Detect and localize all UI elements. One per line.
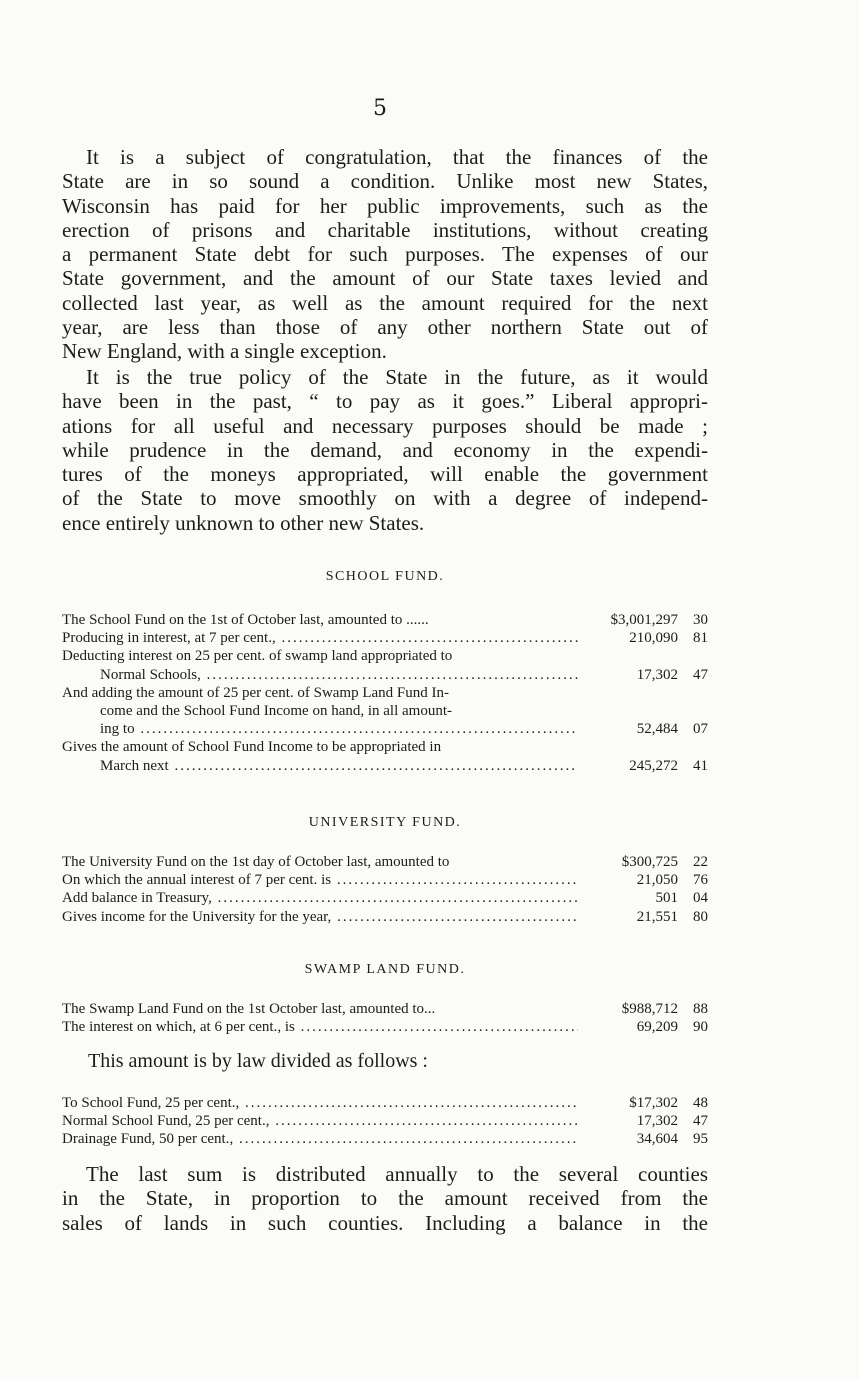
fund-row-cents: 47 [693, 1113, 708, 1130]
fund-row [62, 647, 708, 683]
fund-row-amount: $988,712 [621, 1001, 678, 1017]
fund-row-cents: 90 [693, 1019, 708, 1036]
fund-row-amount: 34,604 [636, 1131, 678, 1148]
fund-row-cents: 48 [693, 1095, 708, 1111]
fund-row-amount: 17,302 [636, 666, 678, 683]
fund-row [62, 1000, 708, 1018]
text-line: sales of lands in such counties. Including a balance in the [62, 1210, 708, 1235]
fund-row-label [62, 1094, 578, 1112]
fund-row-cents: 30 [693, 612, 708, 628]
text-line: of the State to move smoothly on with a degree of independ- [62, 486, 708, 511]
fund-row-text: The interest on which, at 6 per cent., is ..... [62, 1018, 578, 1036]
text-line: while prudence in the demand, and economy in the expendi- [62, 437, 708, 462]
fund-row [62, 629, 708, 647]
swamp-land-fund-table [62, 1000, 708, 1036]
fund-row-label [62, 1112, 578, 1130]
fund-row [62, 1094, 708, 1112]
fund-row-amount: $3,001,297 [610, 612, 678, 628]
text-line: collected last year, as well as the amount required for the next [62, 290, 708, 315]
university-fund-heading: UNIVERSITY FUND. [308, 815, 462, 830]
text-line: It is a subject of congratulation, that the finances of the [86, 145, 708, 169]
fund-row-amount: 210,090 [629, 630, 678, 647]
text-line: It is the true policy of the State in the future, as it would [86, 365, 708, 389]
fund-row-label [62, 908, 578, 926]
text-line: ence entirely unknown to other new States. [62, 510, 425, 535]
fund-row [62, 871, 708, 889]
fund-row-text: And adding the amount of 25 per cent. of Swamp Land Fund In- [62, 684, 450, 701]
text-line: Wisconsin has paid for her public improvements, such as the [62, 193, 708, 218]
page-number: 5 [373, 96, 387, 121]
fund-row-cents: 76 [693, 872, 708, 889]
fund-row [62, 738, 708, 774]
fund-row-amount: 21,551 [636, 908, 678, 925]
fund-row-label [62, 738, 578, 774]
fund-row-cents: 81 [693, 630, 708, 647]
fund-row [62, 908, 708, 926]
fund-row-cents: 47 [693, 666, 708, 683]
paragraph-policy [62, 365, 708, 535]
fund-row [62, 1130, 708, 1148]
swamp-land-fund-heading: SWAMP LAND FUND. [304, 962, 466, 977]
fund-row [62, 1112, 708, 1130]
fund-row [62, 1018, 708, 1036]
text-line: The last sum is distributed annually to the several counties [86, 1162, 708, 1186]
text-line: ations for all useful and necessary purposes should be made ; [62, 413, 708, 438]
fund-row-text: Deducting interest on 25 per cent. of swamp land appropriated to [62, 648, 453, 665]
fund-row-label [62, 871, 578, 889]
fund-row-cents: 80 [693, 908, 708, 925]
paragraph-distribution [62, 1162, 708, 1235]
fund-row-cents: 95 [693, 1131, 708, 1148]
school-fund-table [62, 611, 708, 775]
fund-row-amount: $300,725 [621, 854, 678, 870]
fund-row-text: Normal School Fund, 25 per cent., ..... [62, 1112, 578, 1130]
fund-row-cents: 41 [693, 757, 708, 774]
fund-row-cents: 07 [693, 721, 708, 738]
fund-row-text: The University Fund on the 1st day of October last, amounted to [62, 854, 450, 870]
fund-row-amount: 69,209 [636, 1019, 678, 1036]
fund-row-text: To School Fund, 25 per cent., ..... [62, 1094, 578, 1112]
fund-row-amount: $17,302 [629, 1095, 678, 1111]
fund-row [62, 611, 708, 629]
fund-row-text: Add balance in Treasury, ..... [62, 889, 578, 907]
fund-row-cents: 22 [693, 854, 708, 870]
fund-row-amount: 245,272 [629, 757, 678, 774]
fund-row [62, 684, 708, 739]
fund-row-label [62, 647, 578, 683]
text-line: a permanent State debt for such purposes. The expenses of our [62, 242, 708, 267]
fund-row-label [62, 611, 578, 629]
fund-row-amount: 17,302 [636, 1113, 678, 1130]
text-line: in the State, in proportion to the amount received from the [62, 1186, 708, 1211]
fund-row-label [62, 889, 578, 907]
fund-row-amount: 21,050 [636, 872, 678, 889]
text-line: tures of the moneys appropriated, will enable the government [62, 462, 708, 487]
fund-row-text: Gives income for the University for the year, ..... [62, 908, 578, 926]
text-line: New England, with a single exception. [62, 339, 387, 364]
fund-row-text: The Swamp Land Fund on the 1st October last, amounted to... [62, 1001, 436, 1017]
fund-row [62, 853, 708, 871]
fund-row-label [62, 684, 578, 739]
fund-row-label [62, 853, 578, 871]
division-note: This amount is by law divided as follows : [88, 1050, 428, 1072]
fund-row-label [62, 1130, 578, 1148]
fund-row-text: March next ..... [62, 757, 578, 775]
school-fund-heading: SCHOOL FUND. [325, 569, 445, 584]
fund-row-text: come and the School Fund Income on hand, in all amount- [100, 703, 453, 720]
fund-row-label [62, 1018, 578, 1036]
fund-row-text: Producing in interest, at 7 per cent., ..... [62, 629, 578, 647]
division-table [62, 1094, 708, 1149]
fund-row-label [62, 629, 578, 647]
fund-row-label [62, 1000, 578, 1018]
fund-row-cents: 04 [693, 890, 708, 907]
fund-row-text: The School Fund on the 1st of October last, amounted to ...... [62, 612, 429, 628]
text-line: State government, and the amount of our State taxes levied and [62, 266, 708, 291]
text-line: erection of prisons and charitable institutions, without creating [62, 217, 708, 242]
fund-row-text: Drainage Fund, 50 per cent., ..... [62, 1130, 578, 1148]
text-line: State are in so sound a condition. Unlike most new States, [62, 169, 708, 194]
university-fund-table [62, 853, 708, 926]
fund-row-amount: 501 [655, 890, 678, 907]
fund-row-text: ing to ..... [62, 720, 578, 738]
text-line: year, are less than those of any other northern State out of [62, 315, 708, 340]
fund-row [62, 889, 708, 907]
fund-row-text: Gives the amount of School Fund Income to be appropriated in [62, 739, 442, 756]
paragraph-finances [62, 145, 708, 364]
fund-row-text: On which the annual interest of 7 per cent. is ..... [62, 871, 578, 889]
fund-row-cents: 88 [693, 1001, 708, 1017]
fund-row-amount: 52,484 [636, 721, 678, 738]
text-line: have been in the past, “ to pay as it goes.” Liberal appropri- [62, 389, 708, 414]
fund-row-text: Normal Schools, ..... [62, 666, 578, 684]
